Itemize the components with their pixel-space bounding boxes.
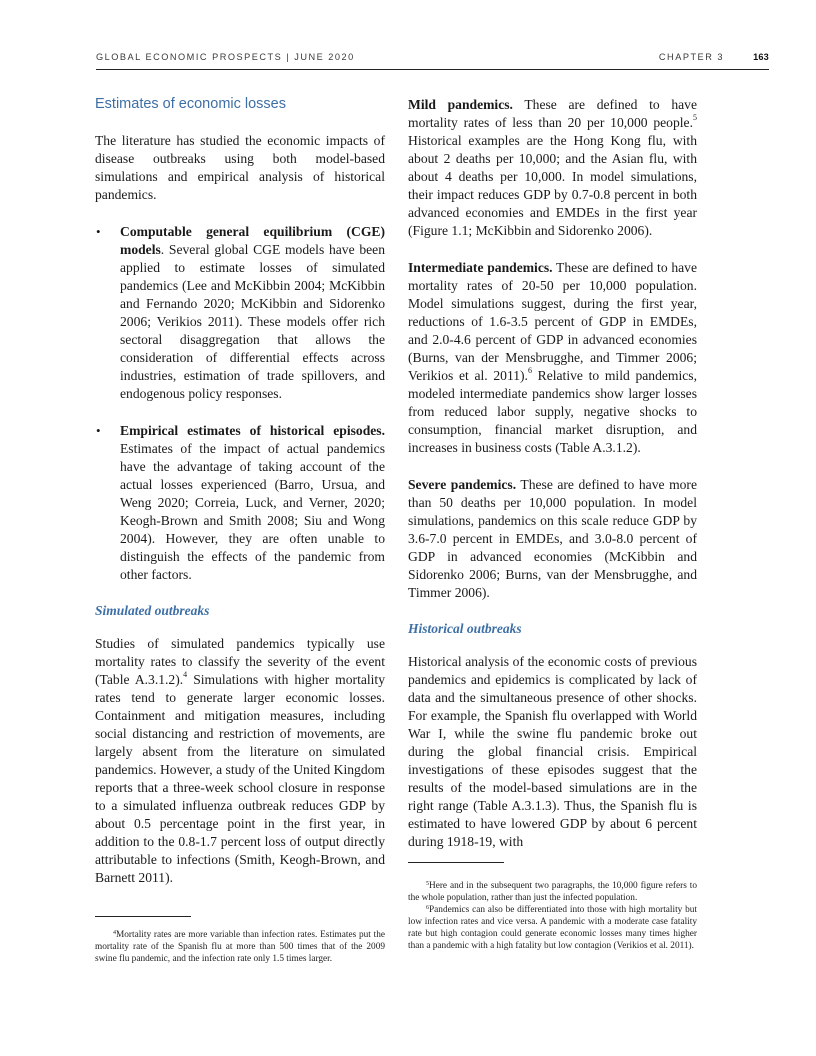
bullet-text: . Several global CGE models have been applied to estimate losses of simulated pandemics (Lee and McKibbin 2004; McKibbin and Fernando 2020; McKibbin and Sidorenko 2006; Verikios 2011). These models offer rich sectoral disaggregation that allows the consideration of differential effects across industries, estimation of trade spillovers, and endogenous policy responses. xyxy=(120,242,385,401)
bullet-empirical-estimates xyxy=(95,422,385,584)
footnote-rule xyxy=(95,916,191,917)
footnote-ref[interactable]: 4 xyxy=(183,670,188,679)
bullet-paragraph xyxy=(120,422,385,584)
intermediate-pandemics-lead: Intermediate pandemics. xyxy=(408,260,553,275)
footnotes-right xyxy=(408,880,697,952)
bullet-icon: • xyxy=(96,224,101,239)
page-number: 163 xyxy=(753,52,769,62)
publication-title: GLOBAL ECONOMIC PROSPECTS | JUNE 2020 xyxy=(96,52,355,62)
subheading-historical-outbreaks: Historical outbreaks xyxy=(408,621,522,636)
historical-outbreaks-paragraph: Historical analysis of the economic costs of previous pandemics and epidemics is complicated by lack of data and the simultaneous presence of other shocks. For example, the Spanish flu overlapped with World War I, while the swine flu pandemic broke out during the global financial crisis. Empirical investigations of these episodes suggest that the results of the model-based simulations are in the right range (Table A.3.1.3). Thus, the Spanish flu is estimated to have lowered GDP by about 6 percent during 1918-19, with xyxy=(408,654,697,849)
right-column xyxy=(408,96,697,851)
simulated-outbreaks-paragraph: Studies of simulated pandemics typically use mortality rates to classify the severity of the event (Table A.3.1.2).$^4$ Simulations with higher mortality rates tend to generate larger economic losses. Containment and mitigation measures, including social distancing and restriction of movements, are largely absent from the literature on simulated pandemics. However, a study of the United Kingdom reports that a three-week school closure in response to a simulated influenza outbreak reduces GDP by about 0.5 percentage point in the first year, in addition to the 0.8-1.7 percent loss of output directly attributable to infections (Smith, Keogh-Brown, and Barnett 2011). xyxy=(95,636,386,885)
mild-pandemics-lead: Mild pandemics. xyxy=(408,97,513,112)
bullet-paragraph xyxy=(120,223,385,403)
severe-pandemics-paragraph: Severe pandemics. These are defined to have more than 50 deaths per 10,000 population. In model simulations, pandemics on this scale reduce GDP by 3.6-7.0 percent in EMDEs, and 3.0-8.0 percent of GDP in advanced economies (McKibbin and Sidorenko 2006; Burns, van der Mensbrugghe, and Timmer 2006). xyxy=(408,477,697,600)
footnote-number: 4 xyxy=(113,930,116,936)
section-title: Estimates of economic losses xyxy=(95,96,286,112)
header-rule xyxy=(96,69,769,70)
footnote-6: $^6$Pandemics can also be differentiated into those with high mortality but low infection rates and vice versa. A pandemic with a moderate case fatality rate but high contagion could generate economic losses many times higher than a pandemic with a high fatality but low contagion (Verikios et al. 2011). xyxy=(408,905,697,951)
intermediate-pandemics-paragraph: Intermediate pandemics. These are defined to have mortality rates of 20-50 per 10,000 population. Model simulations suggest, during the first year, reductions of 1.6-3.5 percent of GDP in EMDEs, and 2.0-4.6 percent of GDP in advanced economies (Burns, van der Mensbrugghe, and Timmer 2006; Verikios et al. 2011).$^6$ Relative to mild pandemics, modeled intermediate pandemics show larger losses from reduced labor supply, negative shocks to consumption, financial market disruption, and increases in business costs (Table A.3.1.2). xyxy=(408,260,697,455)
bullet-cge-models xyxy=(95,223,385,403)
footnote-5: $^5$Here and in the subsequent two paragraphs, the 10,000 figure refers to the whole population, rather than just the infected population. xyxy=(408,881,697,903)
footnote-ref[interactable]: 5 xyxy=(693,113,697,122)
bullet-lead: Computable general equilibrium (CGE) models xyxy=(120,224,385,257)
footnote-number: 5 xyxy=(426,881,429,887)
footnote-ref[interactable]: 6 xyxy=(527,366,532,375)
severe-pandemics-lead: Severe pandemics. xyxy=(408,477,517,492)
intro-paragraph: The literature has studied the economic impacts of disease outbreaks using both model-based simulations and empirical analysis of historical pandemics. xyxy=(95,133,385,202)
subheading-simulated-outbreaks: Simulated outbreaks xyxy=(95,603,210,618)
bullet-lead: Empirical estimates of historical episodes. xyxy=(120,423,385,438)
footnote-number: 6 xyxy=(426,905,429,911)
bullet-icon: • xyxy=(96,423,101,438)
left-column xyxy=(95,96,385,887)
running-header xyxy=(96,52,769,66)
footnote-4: $^4$Mortality rates are more variable than infection rates. Estimates put the mortality rate of the Spanish flu at more than 500 times that of the 2009 swine flu pandemic, and the infection rate only 1.5 times larger. xyxy=(95,930,385,964)
footnote-rule xyxy=(408,862,504,863)
chapter-label: CHAPTER 3 xyxy=(658,52,724,62)
mild-pandemics-paragraph: Mild pandemics. These are defined to have mortality rates of less than 20 per 10,000 people.$^5$ Historical examples are the Hong Kong flu, with about 2 deaths per 10,000; and the Asian flu, with about 4 deaths per 10,000. In model simulations, their impact reduces GDP by 0.7-0.8 percent in both advanced economies and EMDEs in the first year (Figure 1.1; McKibbin and Sidorenko 2006). xyxy=(408,97,697,238)
bullet-text: Estimates of the impact of actual pandemics have the advantage of taking account of the actual losses experienced (Barro, Ursua, and Weng 2020; Correia, Luck, and Verner, 2020; Keogh-Brown and Smith 2008; Siu and Wong 2004). However, they are often unable to distinguish the effects of the pandemic from other factors. xyxy=(120,441,385,582)
